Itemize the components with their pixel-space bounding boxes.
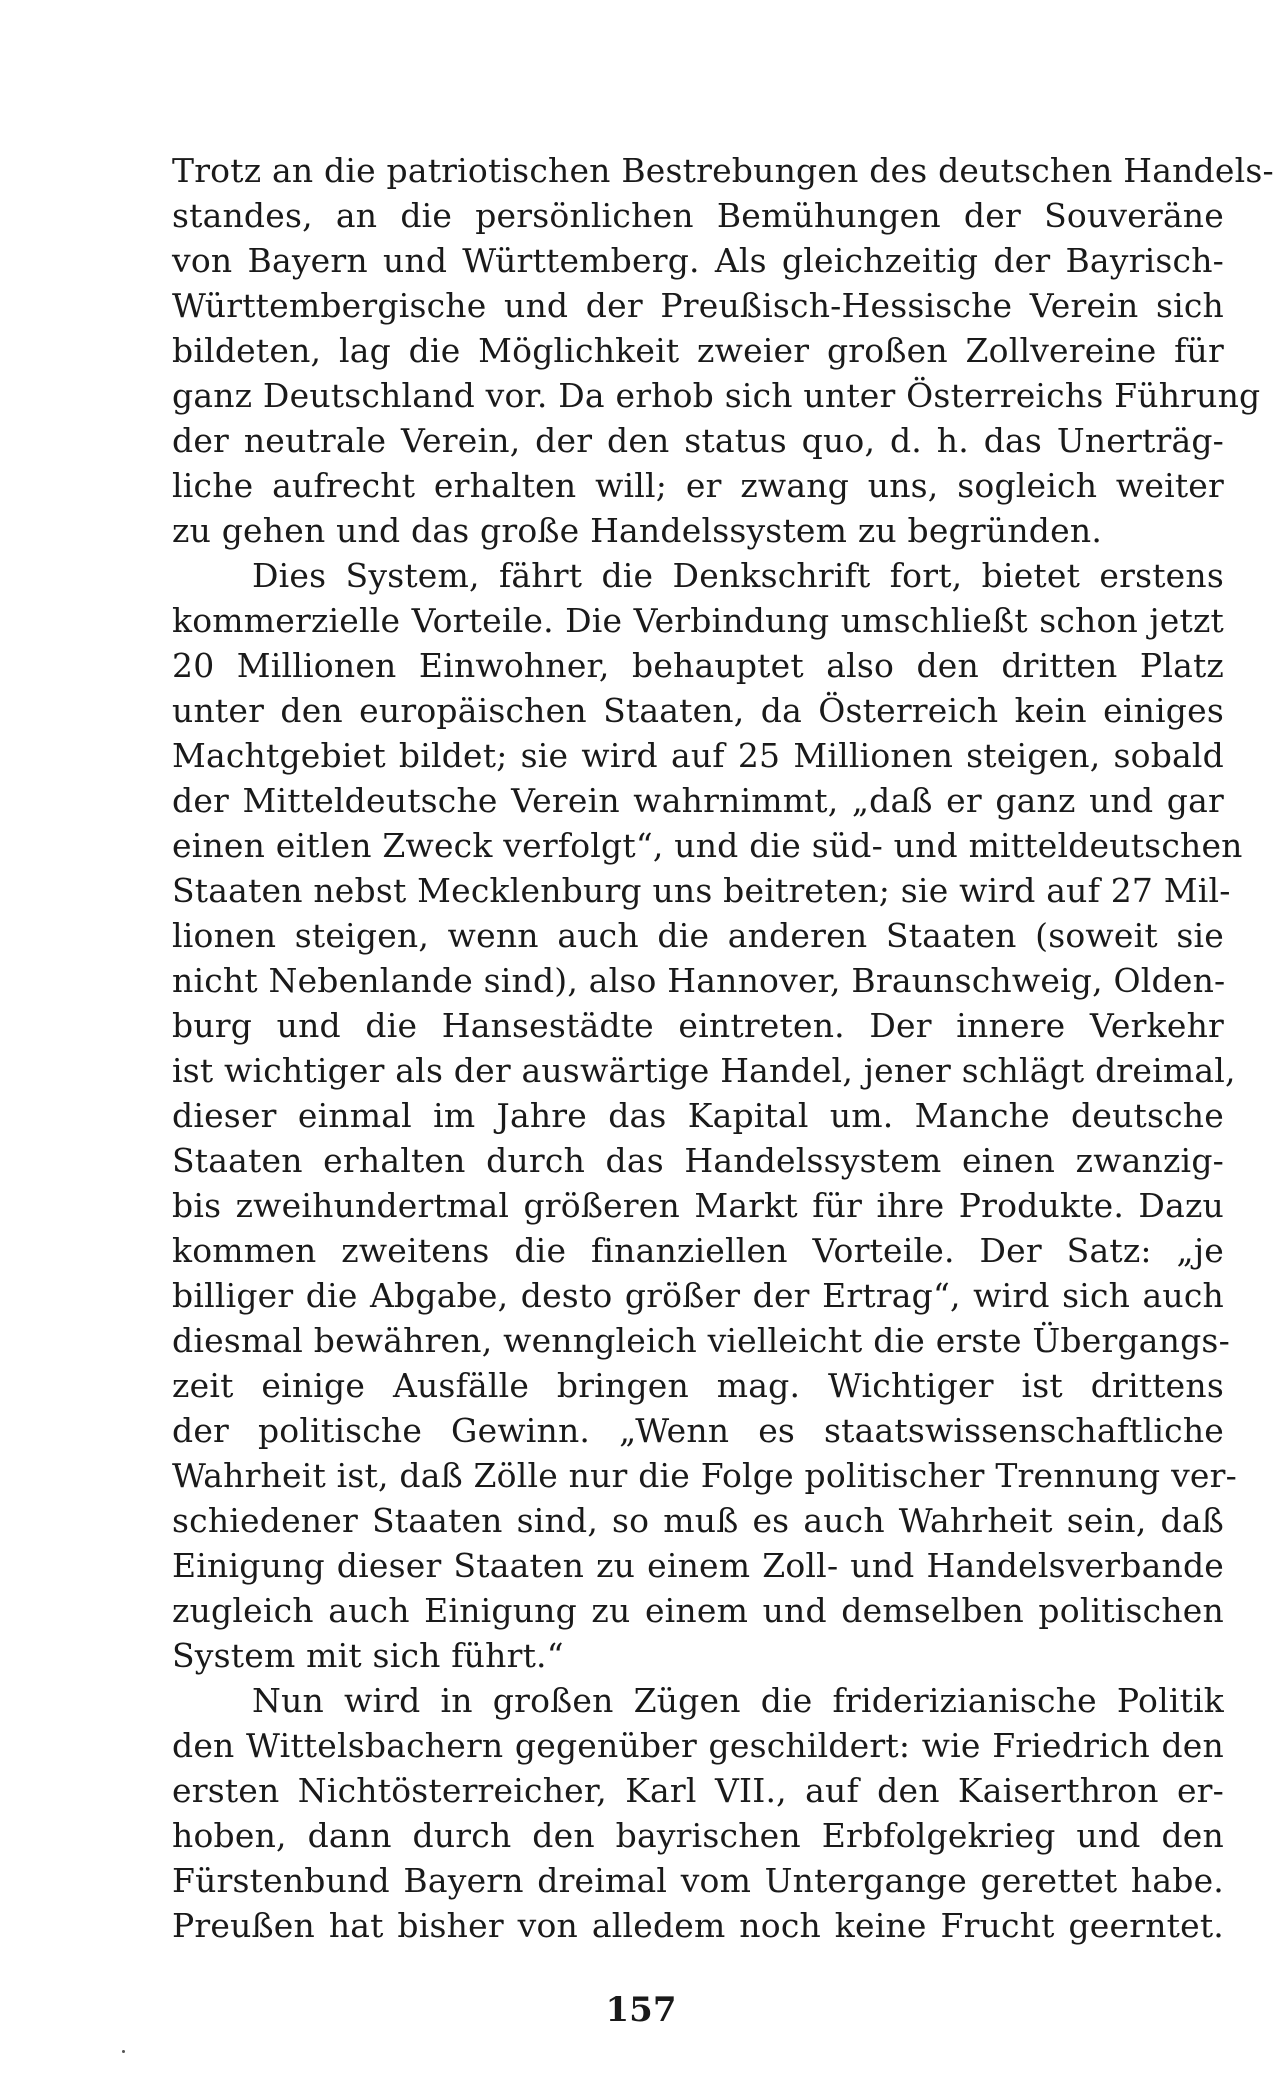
text-line: diesmal bewähren, wenngleich vielleicht die erste Übergangs- — [172, 1321, 1230, 1360]
text-line: der politische Gewinn. „Wenn es staatswissenschaftliche — [172, 1411, 1224, 1450]
text-line: Preußen hat bisher von alledem noch keine Frucht geerntet. — [172, 1906, 1224, 1945]
text-line: Staaten erhalten durch das Handelssystem einen zwanzig- — [172, 1141, 1224, 1180]
text-line: nicht Nebenlande sind), also Hannover, Braunschweig, Olden- — [172, 961, 1226, 1000]
text-line: dieser einmal im Jahre das Kapital um. Manche deutsche — [172, 1096, 1224, 1135]
print-speck — [122, 2050, 125, 2053]
text-line: liche aufrecht erhalten will; er zwang uns, sogleich weiter — [172, 466, 1224, 505]
text-line: Fürstenbund Bayern dreimal vom Untergange gerettet habe. — [172, 1861, 1224, 1900]
text-line: Nun wird in großen Zügen die friderizianische Politik — [252, 1681, 1224, 1720]
text-line: der neutrale Verein, der den status quo, d. h. das Unerträg- — [172, 421, 1224, 460]
paragraph-1 — [172, 148, 1274, 553]
text-line: billiger die Abgabe, desto größer der Ertrag“, wird sich auch — [172, 1276, 1224, 1315]
paragraph-2 — [172, 553, 1243, 1678]
text-line: Staaten nebst Mecklenburg uns beitreten; sie wird auf 27 Mil- — [172, 871, 1231, 910]
text-line: kommen zweitens die finanziellen Vorteile. Der Satz: „je — [172, 1231, 1224, 1270]
text-line: hoben, dann durch den bayrischen Erbfolgekrieg und den — [172, 1816, 1224, 1855]
text-line: kommerzielle Vorteile. Die Verbindung umschließt schon jetzt — [172, 601, 1224, 640]
body-text — [172, 148, 1274, 1948]
text-line: bis zweihundertmal größeren Markt für ihre Produkte. Dazu — [172, 1186, 1224, 1225]
page-number: 157 — [605, 1990, 677, 2030]
text-line: Dies System, fährt die Denkschrift fort, bietet erstens — [252, 556, 1224, 595]
text-line: einen eitlen Zweck verfolgt“, und die süd- und mitteldeutschen — [172, 826, 1243, 865]
text-line: Machtgebiet bildet; sie wird auf 25 Millionen steigen, sobald — [172, 736, 1224, 775]
text-line: Einigung dieser Staaten zu einem Zoll- und Handelsverbande — [172, 1546, 1224, 1585]
text-line: 20 Millionen Einwohner, behauptet also den dritten Platz — [172, 646, 1224, 685]
text-line: von Bayern und Württemberg. Als gleichzeitig der Bayrisch- — [172, 241, 1224, 280]
text-line: ganz Deutschland vor. Da erhob sich unter Österreichs Führung — [172, 376, 1261, 415]
text-line: unter den europäischen Staaten, da Österreich kein einiges — [172, 691, 1224, 730]
text-line: burg und die Hansestädte eintreten. Der innere Verkehr — [172, 1006, 1224, 1045]
text-line: Trotz an die patriotischen Bestrebungen des deutschen Handels- — [172, 151, 1274, 190]
text-line: standes, an die persönlichen Bemühungen der Souveräne — [172, 196, 1224, 235]
text-line: ist wichtiger als der auswärtige Handel, jener schlägt dreimal, — [172, 1051, 1236, 1090]
text-line: ersten Nichtösterreicher, Karl VII., auf den Kaiserthron er- — [172, 1771, 1224, 1810]
text-line: zu gehen und das große Handelssystem zu begründen. — [172, 511, 1103, 550]
text-line: System mit sich führt.“ — [172, 1636, 564, 1675]
paragraph-3 — [172, 1678, 1224, 1948]
text-line: zugleich auch Einigung zu einem und demselben politischen — [172, 1591, 1224, 1630]
text-line: bildeten, lag die Möglichkeit zweier großen Zollvereine für — [172, 331, 1224, 370]
text-line: Wahrheit ist, daß Zölle nur die Folge politischer Trennung ver- — [172, 1456, 1237, 1495]
text-line: der Mitteldeutsche Verein wahrnimmt, „daß er ganz und gar — [172, 781, 1224, 820]
text-line: schiedener Staaten sind, so muß es auch Wahrheit sein, daß — [172, 1501, 1224, 1540]
text-line: zeit einige Ausfälle bringen mag. Wichtiger ist drittens — [172, 1366, 1224, 1405]
text-line: den Wittelsbachern gegenüber geschildert: wie Friedrich den — [172, 1726, 1224, 1765]
text-line: lionen steigen, wenn auch die anderen Staaten (soweit sie — [172, 916, 1224, 955]
text-line: Württembergische und der Preußisch-Hessische Verein sich — [172, 286, 1224, 325]
